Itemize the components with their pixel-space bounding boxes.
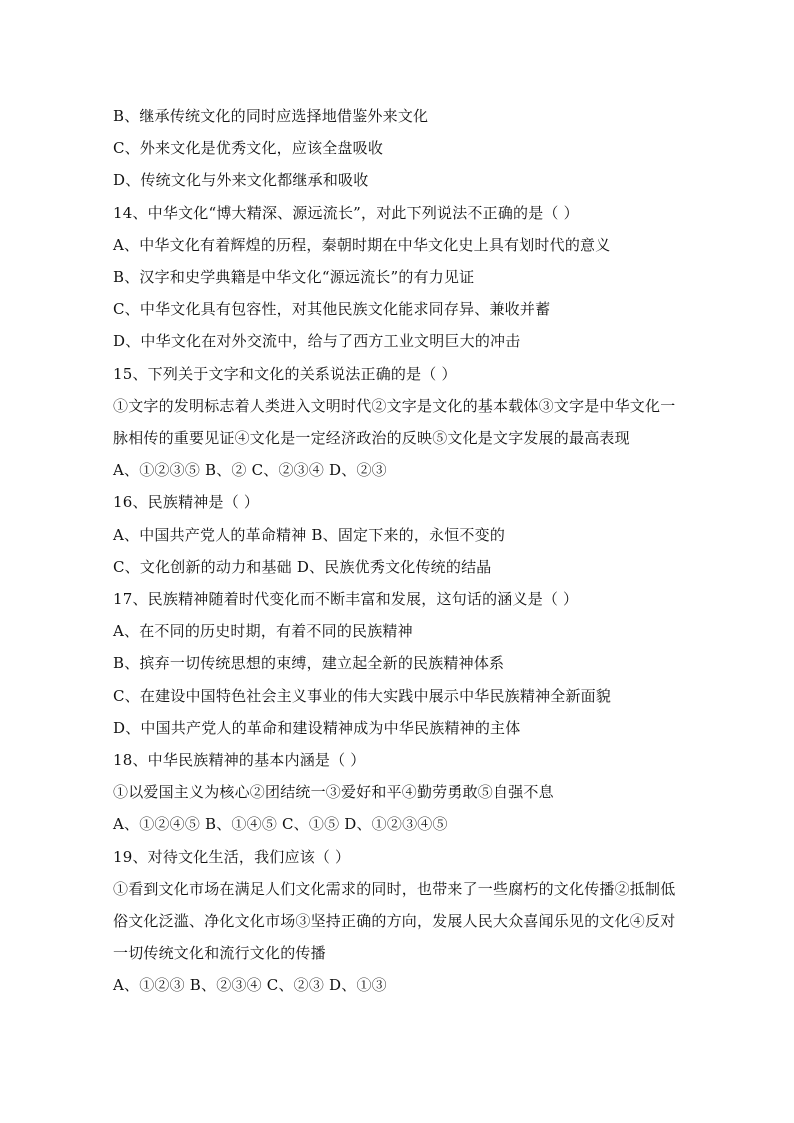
q17-option-a: A、在不同的历史时期，有着不同的民族精神 [113, 622, 413, 641]
q19-stem: 19、对待文化生活，我们应该（ ） [113, 847, 351, 866]
q18-statements: ①以爱国主义为核心②团结统一③爱好和平④勤劳勇敢⑤自强不息 [113, 783, 554, 802]
question-text-block [113, 100, 683, 1002]
q15-stem: 15、下列关于文字和文化的关系说法正确的是（ ） [113, 364, 457, 383]
q14-stem: 14、中华文化“博大精深、源远流长”，对此下列说法不正确的是（ ） [113, 203, 579, 222]
q13-option-d: D、传统文化与外来文化都继承和吸收 [113, 171, 369, 190]
q17-stem: 17、民族精神随着时代变化而不断丰富和发展，这句话的涵义是（ ） [113, 590, 579, 609]
q18-options: A、①②④⑤ B、①④⑤ C、①⑤ D、①②③④⑤ [113, 815, 448, 834]
q14-option-b: B、汉字和史学典籍是中华文化“源远流长”的有力见证 [113, 268, 475, 287]
q18-stem: 18、中华民族精神的基本内涵是（ ） [113, 751, 366, 770]
q16-stem: 16、民族精神是（ ） [113, 493, 260, 512]
q19-statements: ①看到文化市场在满足人们文化需求的同时，也带来了一些腐朽的文化传播②抵制低俗文化泛滥、净化文化市场③坚持正确的方向，发展人民大众喜闻乐见的文化④反对一切传统文化和流行文化的传播 [113, 879, 676, 963]
q14-option-c: C、中华文化具有包容性，对其他民族文化能求同存异、兼收并蓄 [113, 300, 551, 319]
q17-option-b: B、摈弃一切传统思想的束缚，建立起全新的民族精神体系 [113, 654, 505, 673]
q19-options: A、①②③ B、②③④ C、②③ D、①③ [113, 976, 387, 995]
q15-statements: ①文字的发明标志着人类进入文明时代②文字是文化的基本载体③文字是中华文化一脉相传的重要见证④文化是一定经济政治的反映⑤文化是文字发展的最高表现 [113, 396, 676, 448]
q14-option-a: A、中华文化有着辉煌的历程，秦朝时期在中华文化史上具有划时代的意义 [113, 235, 611, 254]
q16-options-ab: A、中国共产党人的革命精神 B、固定下来的，永恒不变的 [113, 525, 506, 544]
q15-options: A、①②③⑤ B、② C、②③④ D、②③ [113, 461, 387, 480]
q16-options-cd: C、文化创新的动力和基础 D、民族优秀文化传统的结晶 [113, 557, 492, 576]
q13-option-b: B、继承传统文化的同时应选择地借鉴外来文化 [113, 107, 429, 125]
q14-option-d: D、中华文化在对外交流中，给与了西方工业文明巨大的冲击 [113, 332, 521, 351]
q13-option-c: C、外来文化是优秀文化，应该全盘吸收 [113, 139, 384, 158]
q17-option-c: C、在建设中国特色社会主义事业的伟大实践中展示中华民族精神全新面貌 [113, 686, 612, 705]
q17-option-d: D、中国共产党人的革命和建设精神成为中华民族精神的主体 [113, 718, 521, 737]
